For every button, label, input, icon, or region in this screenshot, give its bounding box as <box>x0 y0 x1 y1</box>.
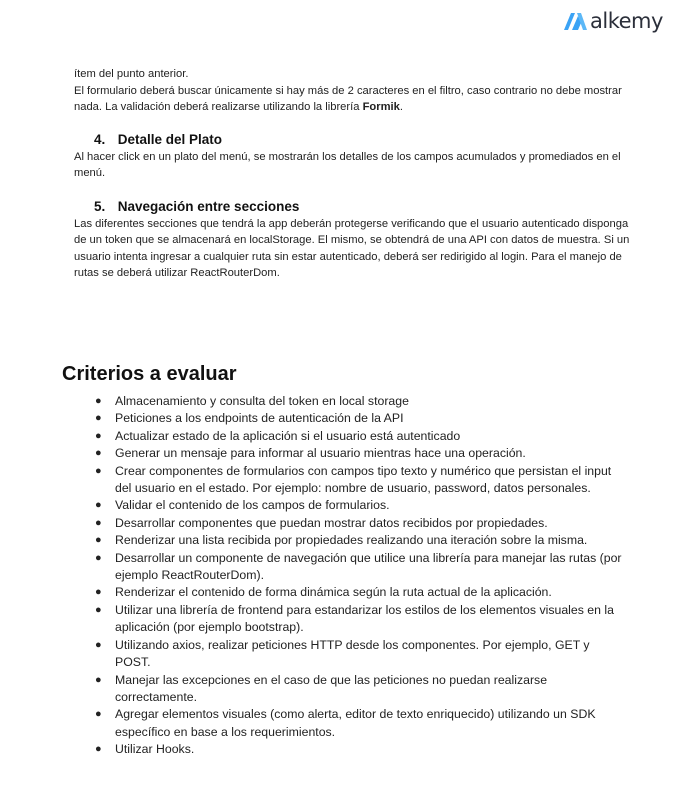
criteria-item <box>62 706 622 741</box>
criteria-item-text: Validar el contenido de los campos de formularios. <box>115 498 390 513</box>
criteria-item-text: Utilizar una librería de frontend para estandarizar los estilos de los elementos visuales en la aplicación (por ejemplo bootstrap). <box>115 602 614 635</box>
bullet-icon: ● <box>95 708 102 721</box>
bullet-icon: ● <box>95 534 102 547</box>
criteria-item <box>62 428 622 445</box>
bullet-icon: ● <box>95 551 102 564</box>
bullet-icon: ● <box>95 464 102 477</box>
criteria-item-text: Utilizando axios, realizar peticiones HTTP desde los componentes. Por ejemplo, GET y POST. <box>115 637 590 670</box>
criteria-item <box>62 602 622 637</box>
section-text-detalle: Al hacer click en un plato del menú, se mostrarán los detalles de los campos acumulados y promediados en el menú. <box>74 150 621 179</box>
bullet-icon: ● <box>95 499 102 512</box>
brand-name: alkemy <box>590 9 663 33</box>
section-text-navegacion: Las diferentes secciones que tendrá la app deberán protegerse verificando que el usuario autenticado disponga de un token que se almacenará en localStorage. El mismo, se obtendrá de una API con datos de muestra. Si un usuario intenta ingresar a cualquier ruta sin estar autenticado, deberá ser redirigido al login. Para el manejo de rutas se deberá utilizar ReactRouterDom. <box>74 217 630 279</box>
bullet-icon: ● <box>95 638 102 651</box>
bullet-icon: ● <box>95 586 102 599</box>
alkemy-logo <box>562 8 672 34</box>
criteria-item <box>62 445 622 462</box>
document-body <box>74 66 634 282</box>
criteria-item-text: Actualizar estado de la aplicación si el usuario está autenticado <box>115 428 461 443</box>
alkemy-logo-icon <box>562 10 588 32</box>
criteria-item <box>62 637 622 672</box>
section-number: 5. <box>94 198 106 214</box>
criteria-item <box>62 463 622 498</box>
section-heading-navegacion <box>74 198 634 216</box>
criteria-item <box>62 410 622 427</box>
bullet-icon: ● <box>95 516 102 529</box>
criteria-item <box>62 515 622 532</box>
bullet-icon: ● <box>95 743 102 756</box>
criteria-item <box>62 584 622 601</box>
bullet-icon: ● <box>95 447 102 460</box>
formik-text: El formulario deberá buscar únicamente si hay más de 2 caracteres en el filtro, caso contrario no debe mostrar nada. La validación deberá realizarse utilizando la librería <box>74 84 622 113</box>
criteria-item-text: Almacenamiento y consulta del token en local storage <box>115 394 409 408</box>
section-title: Navegación entre secciones <box>117 198 300 214</box>
criteria-title: Criterios a evaluar <box>62 363 237 385</box>
criteria-item-text: Generar un mensaje para informar al usuario mientras hace una operación. <box>115 446 526 461</box>
criteria-item-text: Manejar las excepciones en el caso de que las peticiones no puedan realizarse correctamente. <box>115 672 548 704</box>
section-title: Detalle del Plato <box>117 131 223 147</box>
criteria-item-text: Desarrollar componentes que puedan mostrar datos recibidos por propiedades. <box>115 515 548 530</box>
criteria-item-text: Renderizar el contenido de forma dinámica según la ruta actual de la aplicación. <box>115 585 552 600</box>
criteria-item-text: Renderizar una lista recibida por propiedades realizando una iteración sobre la misma. <box>115 533 588 548</box>
formik-paragraph <box>74 83 634 116</box>
criteria-item <box>62 497 622 514</box>
intro-line: ítem del punto anterior. <box>74 68 189 80</box>
criteria-item <box>62 741 622 758</box>
bullet-icon: ● <box>95 412 102 425</box>
formik-bold: Formik <box>362 101 400 113</box>
criteria-item-text: Peticiones a los endpoints de autenticación de la API <box>115 411 404 426</box>
section-heading-detalle <box>74 131 634 149</box>
criteria-item-text: Desarrollar un componente de navegación que utilice una librería para manejar las rutas (por ejemplo ReactRouterDom). <box>115 550 622 583</box>
criteria-item <box>62 393 622 410</box>
formik-end: . <box>399 101 403 113</box>
criteria-list <box>62 393 622 759</box>
bullet-icon: ● <box>95 395 102 407</box>
criteria-item <box>62 550 622 585</box>
section-number: 4. <box>94 131 106 147</box>
criteria-item <box>62 672 622 707</box>
criteria-item-text: Utilizar Hooks. <box>115 742 195 757</box>
criteria-item-text: Agregar elementos visuales (como alerta, editor de texto enriquecido) utilizando un SDK específico en base a los requerimientos. <box>115 707 596 739</box>
bullet-icon: ● <box>95 603 102 616</box>
bullet-icon: ● <box>95 429 102 442</box>
criteria-item-text: Crear componentes de formularios con campos tipo texto y numérico que persistan el input del usuario en el estado. Por ejemplo: nombre de usuario, password, datos personales. <box>115 463 612 496</box>
bullet-icon: ● <box>95 673 102 686</box>
criteria-item <box>62 532 622 549</box>
